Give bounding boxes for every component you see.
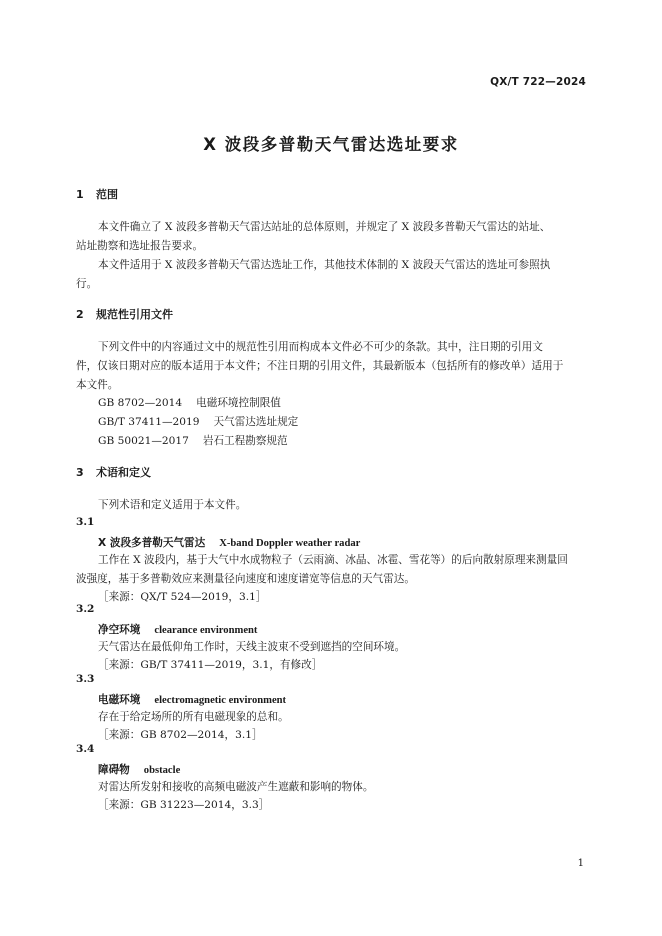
paragraph-line: 站址勘察和选址报告要求。 <box>76 240 204 252</box>
normative-reference <box>98 395 281 410</box>
paragraph-line: 下列术语和定义适用于本文件。 <box>98 499 247 511</box>
term-name <box>98 535 360 550</box>
term-name-en: X-band Doppler weather radar <box>219 538 361 549</box>
document-code: QX/T 722—2024 <box>490 76 586 88</box>
term-name-en: obstacle <box>143 765 181 776</box>
section-title: 范围 <box>96 188 118 201</box>
paragraph-line: 本文件。 <box>76 379 119 391</box>
term-source: ［来源：GB 31223—2014，3.3］ <box>98 799 270 811</box>
section-3-heading <box>76 464 151 480</box>
term-definition: 工作在 X 波段内，基于大气中水成物粒子（云雨滴、冰晶、冰雹、雪花等）的后向散射原理来测量回 <box>98 554 568 566</box>
reference-name: 岩石工程勘察规范 <box>202 435 288 447</box>
section-2-heading <box>76 306 173 322</box>
section-title: 术语和定义 <box>96 466 151 479</box>
term-name <box>98 692 286 707</box>
section-number: 1 <box>76 188 84 201</box>
section-number: 3 <box>76 466 84 479</box>
normative-reference <box>98 414 298 429</box>
paragraph-line: 下列文件中的内容通过文中的规范性引用而构成本文件必不可少的条款。其中，注日期的引用文 <box>98 341 543 353</box>
term-definition: 天气雷达在最低仰角工作时，天线主波束不受到遮挡的空间环境。 <box>98 641 406 653</box>
paragraph-line: 本文件适用于 X 波段多普勒天气雷达选址工作，其他技术体制的 X 波段天气雷达的选址可参照执 <box>98 259 551 271</box>
page-title: X 波段多普勒天气雷达选址要求 <box>203 135 459 154</box>
reference-code: GB/T 37411—2019 <box>98 416 200 428</box>
term-name-en: electromagnetic environment <box>154 695 287 706</box>
normative-reference <box>98 433 288 448</box>
term-source: ［来源：GB 8702—2014，3.1］ <box>98 729 263 741</box>
paragraph-line: 件，仅该日期对应的版本适用于本文件；不注日期的引用文件，其最新版本（包括所有的修改单）适用于 <box>76 360 564 372</box>
term-number: 3.3 <box>76 673 95 685</box>
term-source: ［来源：QX/T 524—2019，3.1］ <box>98 591 267 603</box>
section-number: 2 <box>76 308 84 321</box>
term-name <box>98 762 180 777</box>
term-name-zh: 净空环境 <box>98 624 141 636</box>
term-number: 3.1 <box>76 516 95 528</box>
page-number: 1 <box>577 858 584 869</box>
term-name-zh: 电磁环境 <box>98 694 141 706</box>
reference-name: 电磁环境控制限值 <box>196 397 281 409</box>
term-name-zh: X 波段多普勒天气雷达 <box>98 537 206 549</box>
term-definition: 对雷达所发射和接收的高频电磁波产生遮蔽和影响的物体。 <box>98 781 374 793</box>
term-name <box>98 622 257 637</box>
paragraph-line: 行。 <box>76 278 98 290</box>
term-name-en: clearance environment <box>154 625 258 636</box>
reference-name: 天气雷达选址规定 <box>213 416 299 428</box>
term-source: ［来源：GB/T 37411—2019，3.1，有修改］ <box>98 659 323 671</box>
term-definition: 波强度，基于多普勒效应来测量径向速度和速度谱宽等信息的天气雷达。 <box>76 573 415 585</box>
paragraph-line: 本文件确立了 X 波段多普勒天气雷达站址的总体原则，并规定了 X 波段多普勒天气雷达的站址、 <box>98 221 551 233</box>
reference-code: GB 8702—2014 <box>98 397 183 409</box>
reference-code: GB 50021—2017 <box>98 435 189 447</box>
term-name-zh: 障碍物 <box>98 764 130 776</box>
section-1-heading <box>76 186 118 202</box>
term-definition: 存在于给定场所的所有电磁现象的总和。 <box>98 711 289 723</box>
term-number: 3.4 <box>76 743 95 755</box>
term-number: 3.2 <box>76 603 95 615</box>
section-title: 规范性引用文件 <box>96 308 173 321</box>
